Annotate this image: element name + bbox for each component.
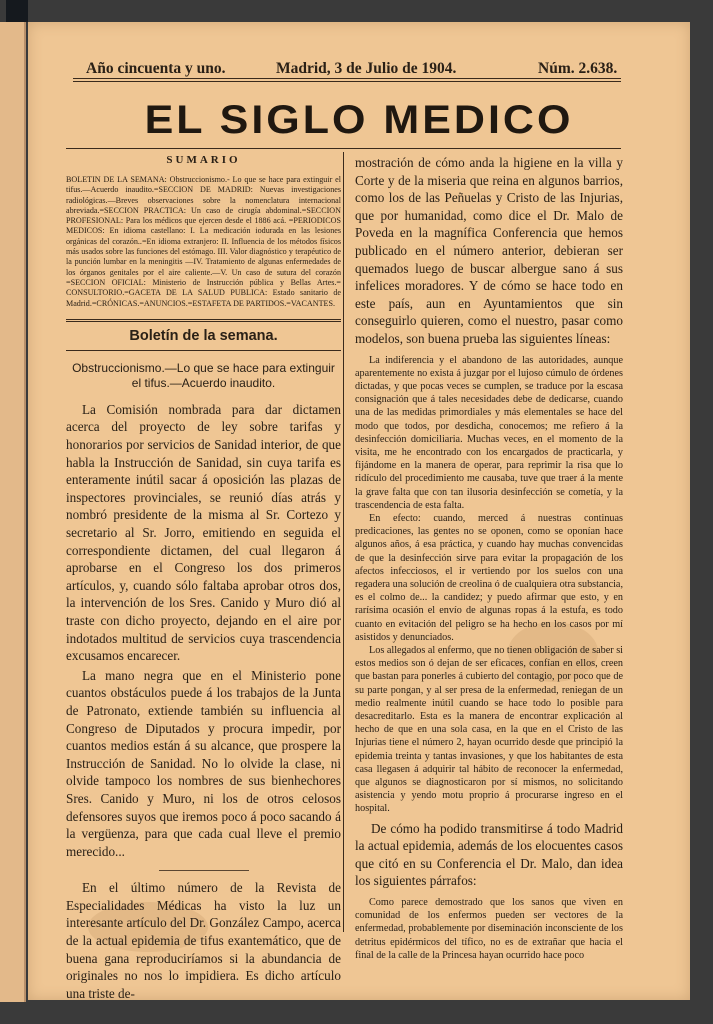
masthead-title: EL SIGLO MEDICO [144,97,574,143]
masthead-rule [66,148,621,149]
paragraph-separator [159,870,249,871]
issue-date: Madrid, 3 de Julio de 1904. [276,60,457,77]
boletin-subheading: Obstruccionismo.—Lo que se hace para extinguir el tifus.—Acuerdo inaudito. [72,360,335,390]
binder-tab [6,0,28,22]
issue-number: Núm. 2.638. [538,60,618,77]
sumario-title: SUMARIO [166,154,241,166]
quoted-block-2 [355,896,623,962]
issue-year: Año cincuenta y uno. [86,60,226,77]
right-lead-paragraph: mostración de cómo anda la higiene en la villa y Corte y de la miseria que reina en algunos barrios, como los de las Peñuelas y Cristo de las Injurias, que por humanidad, como dice el Dr. Malo de Poveda en la magnífica Conferencia que hemos publicado en el número anterior, debieran ser quemados luego de buscar albergue sano á sus infelices moradores. Y de cómo se hace todo en este país, aun en Ayuntamientos que sin conseguirlo quieren, como el nuestro, pasar como modelos, son buena prueba las siguientes líneas: [355,155,623,346]
quote-paragraph-3: Los allegados al enfermo, que no tienen obligación de saber si estos medios son ó dejan de ser eficaces, confían en ellos, creen que bastan para ponerles á cubierto del contagio, por poco que de su parte pongan, y al ser presa de la enfermedad, reniegan de un medio realmente inútil cuando se hace todo lo posible para desacreditarlo. Esta es la manera de encontrar explicación al hecho de que en una sola casa, en la que en el Cristo de las Injurias tiene el número 2, hayan ocurrido desde que principió la epidemia treinta y tantas invasiones, y que los habitantes de esta casa llegasen á adquirir tal hábito de reconocer la enfermedad, que algunos se diagnosticaron por sí mismos, no solicitando asistencia y yendo motu proprio á procurarse ingreso en el hospital. [355,645,623,815]
right-paragraph-2: De cómo ha podido transmitirse á todo Madrid la actual epidemia, además de los elocuentes casos que citó en su Conferencia el Dr. Malo, dan idea los siguientes párrafos: [355,820,623,889]
boletin-paragraph-2: La mano negra que en el Ministerio pone cuantos obstáculos puede á los trabajos de la Junta de Patronato, extiende también su influencia al Congreso de Diputados y procura impedir, por cuantos medios están á su alcance, que prospere la Instrucción de Sanidad. No lo olvide la clase, ni olvide tampoco los nombres de sus bienhechores Sres. Canido y Muro, ni los de otros celosos defensores suyos que iremos poco á poco sacando á la vergüenza, para que cada cual lleve el premio merecido... [66,667,341,859]
boletin-heading: Boletín de la semana. [66,319,341,351]
quoted-block [355,354,623,816]
binding-edge [0,22,26,1002]
quote-paragraph-2: En efecto: cuando, merced á nuestras continuas predicaciones, las gentes no se oponen, como se oponían hace algunos años, á esa práctica, y cuando hay muchas convencidas de que la desinfección sirve para evitar la propagación de los afectos infecciosos, el ir vertiendo por los suelos con una regadera una solución de creolina ó de cualquiera otra substancia, es el colmo de... la candidez; y puedo afirmar que esto, y en rarísima ocasión el envío de algunas ropas á la estufa, es todo cuanto en evitación del peligro se ha hecho en los casos por mí asistidos y denunciados. [355,512,623,643]
newspaper-page [28,22,690,1000]
quote-paragraph-4: Como parece demostrado que los sanos que viven en comunidad de los enfermos pueden ser vectores de la enfermedad, probablemente por diseminación inconsciente de los detritus epidérmicos del tífico, no es de extrañar que hacia el final de la calle de la Princesa hayan ocurrido hace poco [355,897,623,961]
left-column [66,152,341,1002]
boletin-paragraph-1: La Comisión nombrada para dar dictamen acerca del proyecto de ley sobre tarifas y honorarios por servicios de Sanidad interior, de que habla la Instrucción de Sanidad, sin cuya tarifa es enteramente inútil sacar á oposición las plazas de inspectores provinciales, se reunió días atrás y nombró presidente de la misma al Sr. Cortezo y secretario al Sr. Jorro, emitiendo en seguida el correspondiente dictamen, del cual llegaron á aprobarse en el Congreso los dos primeros artículos, y, cuando sólo faltaba aprobar otros dos, la intervención de los Sres. Canido y Muro dió al traste con dicho proyecto, dejando en el aire por indotados multitud de servicios cuya trascendencia excusamos encarecer. [66,401,341,664]
boletin-body [66,401,341,1003]
sumario-text: BOLETIN DE LA SEMANA: Obstruccionismo.- Lo que se hace para extinguir el tifus.—Acuerdo inaudito.=SECCION DE MADRID: Nuevas investigaciones radiológicas.—Breves observaciones sobre la nomenclatura internacional abreviada.=SECCION PRACTICA: Un caso de cirugía abdominal.=SECCION PROFESIONAL: Para los médicos que ejercen desde el 1886 acá. =PERIODICOS MEDICOS: En idioma castellano: I. La medicación iodurada en las lesiones orgánicas del corazón..=En idioma extranjero: II. Influencia de los métodos físicos más usados sobre las funciones del estómago. III. Valor diagnóstico y terapéutico de la punción lumbar en la meningitis —IV. Tratamiento de algunas enfermedades de los órganos genitales por el aire caliente.—V. Un caso de sutura del corazón =SECCION OFICIAL: Ministerio de Instrucción pública y Bellas Artes.= CONSULTORIO.=GACETA DE LA SALUD PUBLICA: Estado sanitario de Madrid.=CRÓNICAS.=ANUNCIOS.=ESTAFETA DE PARTIDOS.=VACANTES. [66,175,341,308]
quote-paragraph-1: La indiferencia y el abandono de las autoridades, aunque aparentemente no exista á juzgar por el lujoso cúmulo de órdenes dictadas, y que pocas veces se cumplen, se traduce por la escasa consignación que á tales necesidades debe de dedicarse, cuando una de las medidas primordiales y más elementales se hace del modo que todos, por desdicha, conocemos; me refiero á la desinfección domiciliaria. Muchas veces, en el momento de la visita, me he encontrado con los encargados de practicarla, y fijándome en la manera de operar, para reprimir la risa que lo ridículo del procedimiento me causaba, tuve que traer á la mente la grave falta que con tan ilusoria desinfección se cometía, y la trascendencia de esta falta. [355,354,623,511]
right-column [355,154,623,962]
boletin-paragraph-3: En el último número de la Revista de Especialidades Médicas ha visto la luz un interesante artículo del Dr. González Campo, acerca de la actual epidemia de tifus exantemático, que de buena gana reproduciríamos si la abundancia de originales no nos lo impidiera. Es dicho artículo una triste de- [66,880,341,1001]
column-divider [343,152,344,932]
